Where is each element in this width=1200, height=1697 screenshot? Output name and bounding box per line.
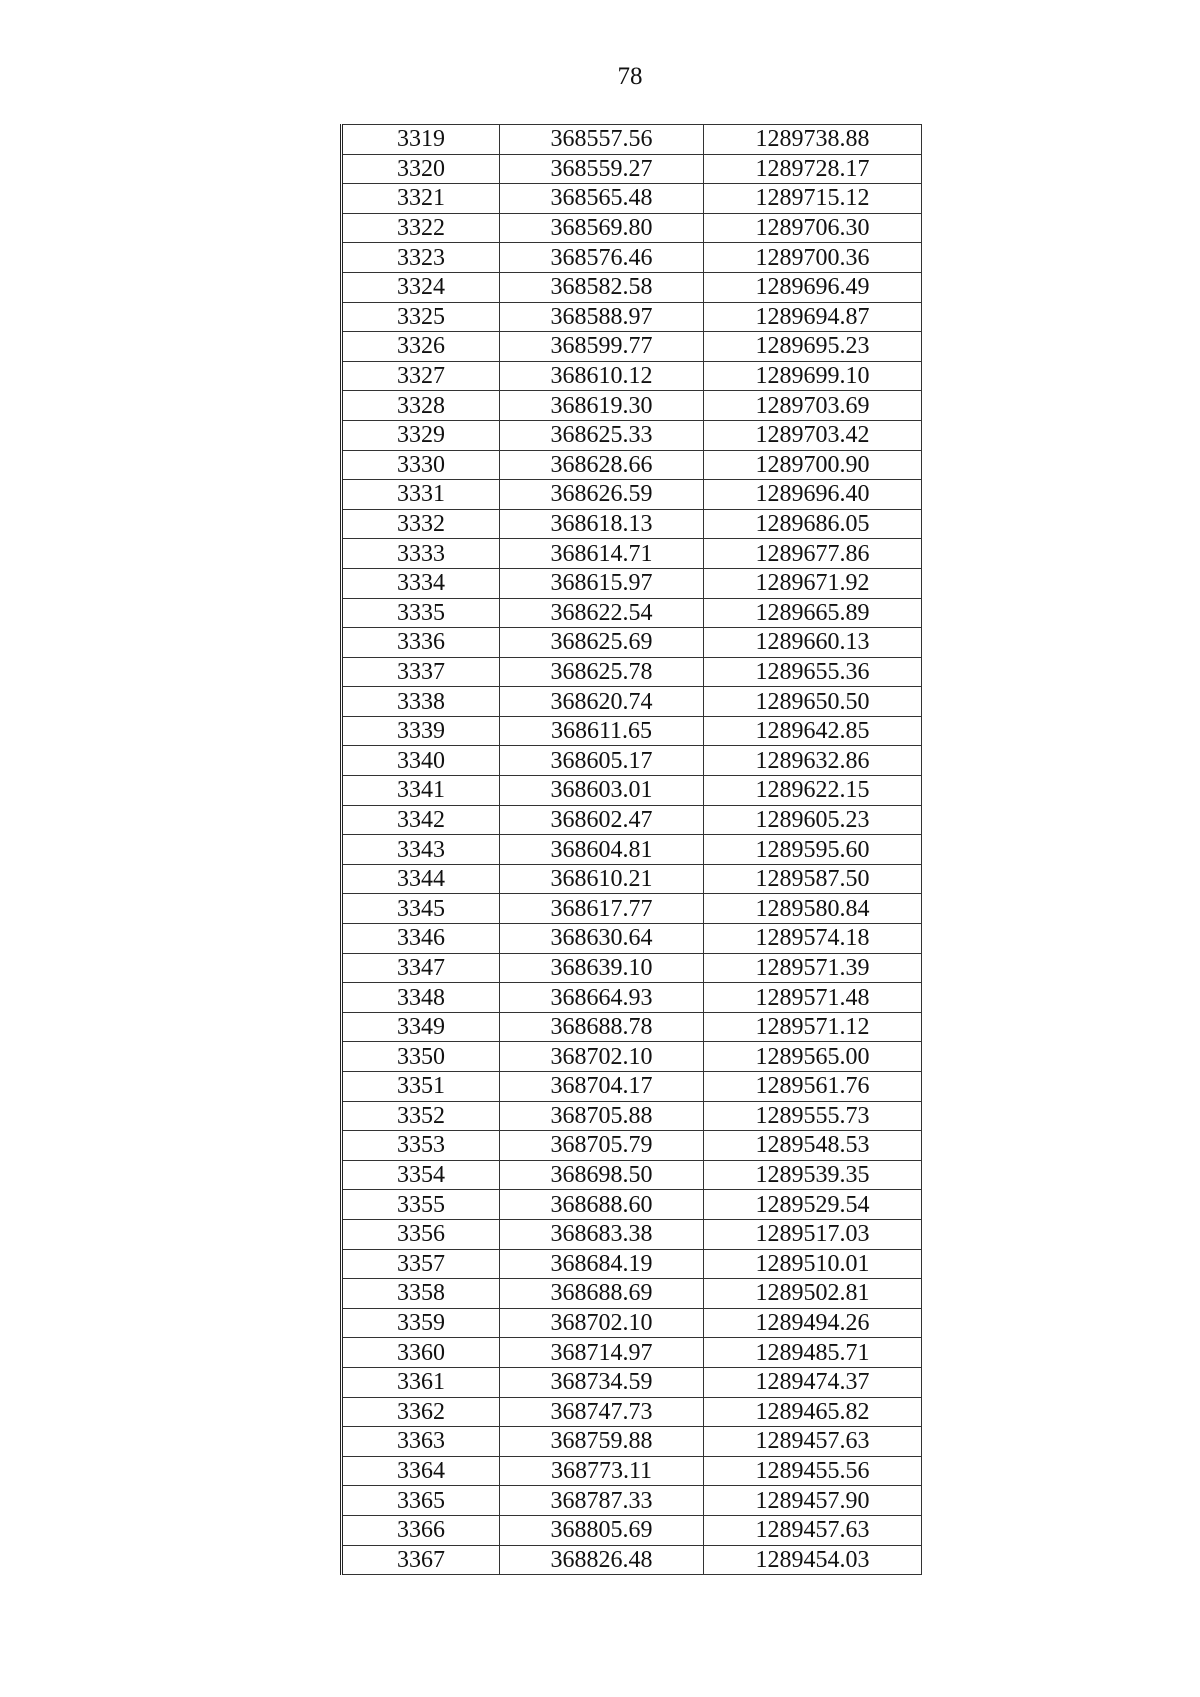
- y-coordinate-cell: 1289694.87: [704, 302, 922, 332]
- x-coordinate-cell: 368628.66: [500, 450, 704, 480]
- point-number-cell: 3326: [342, 332, 500, 362]
- point-number-cell: 3330: [342, 450, 500, 480]
- table-row: [342, 184, 922, 214]
- table-row: [342, 776, 922, 806]
- table-row: [342, 539, 922, 569]
- y-coordinate-cell: 1289555.73: [704, 1101, 922, 1131]
- x-coordinate-cell: 368615.97: [500, 568, 704, 598]
- point-number-cell: 3344: [342, 864, 500, 894]
- x-coordinate-cell: 368773.11: [500, 1456, 704, 1486]
- point-number-cell: 3322: [342, 213, 500, 243]
- y-coordinate-cell: 1289660.13: [704, 628, 922, 658]
- point-number-cell: 3333: [342, 539, 500, 569]
- table-row: [342, 1101, 922, 1131]
- table-row: [342, 687, 922, 717]
- x-coordinate-cell: 368805.69: [500, 1515, 704, 1545]
- table-row: [342, 1545, 922, 1575]
- x-coordinate-cell: 368557.56: [500, 125, 704, 155]
- y-coordinate-cell: 1289571.12: [704, 1012, 922, 1042]
- point-number-cell: 3332: [342, 509, 500, 539]
- y-coordinate-cell: 1289622.15: [704, 776, 922, 806]
- point-number-cell: 3331: [342, 480, 500, 510]
- y-coordinate-cell: 1289699.10: [704, 361, 922, 391]
- x-coordinate-cell: 368688.60: [500, 1190, 704, 1220]
- x-coordinate-cell: 368626.59: [500, 480, 704, 510]
- x-coordinate-cell: 368618.13: [500, 509, 704, 539]
- y-coordinate-cell: 1289485.71: [704, 1338, 922, 1368]
- table-row: [342, 213, 922, 243]
- x-coordinate-cell: 368599.77: [500, 332, 704, 362]
- x-coordinate-cell: 368759.88: [500, 1427, 704, 1457]
- point-number-cell: 3345: [342, 894, 500, 924]
- table-row: [342, 1072, 922, 1102]
- x-coordinate-cell: 368605.17: [500, 746, 704, 776]
- y-coordinate-cell: 1289457.63: [704, 1515, 922, 1545]
- y-coordinate-cell: 1289696.40: [704, 480, 922, 510]
- point-number-cell: 3348: [342, 983, 500, 1013]
- y-coordinate-cell: 1289686.05: [704, 509, 922, 539]
- x-coordinate-cell: 368704.17: [500, 1072, 704, 1102]
- point-number-cell: 3355: [342, 1190, 500, 1220]
- table-row: [342, 1397, 922, 1427]
- y-coordinate-cell: 1289665.89: [704, 598, 922, 628]
- table-row: [342, 1486, 922, 1516]
- x-coordinate-cell: 368620.74: [500, 687, 704, 717]
- point-number-cell: 3347: [342, 953, 500, 983]
- table-row: [342, 805, 922, 835]
- x-coordinate-cell: 368610.12: [500, 361, 704, 391]
- coordinates-table: [340, 124, 922, 1575]
- table-row: [342, 716, 922, 746]
- table-row: [342, 1308, 922, 1338]
- y-coordinate-cell: 1289580.84: [704, 894, 922, 924]
- table-row: [342, 983, 922, 1013]
- point-number-cell: 3338: [342, 687, 500, 717]
- point-number-cell: 3350: [342, 1042, 500, 1072]
- y-coordinate-cell: 1289457.63: [704, 1427, 922, 1457]
- point-number-cell: 3320: [342, 154, 500, 184]
- point-number-cell: 3360: [342, 1338, 500, 1368]
- y-coordinate-cell: 1289529.54: [704, 1190, 922, 1220]
- point-number-cell: 3336: [342, 628, 500, 658]
- point-number-cell: 3346: [342, 924, 500, 954]
- table-row: [342, 420, 922, 450]
- y-coordinate-cell: 1289502.81: [704, 1279, 922, 1309]
- x-coordinate-cell: 368639.10: [500, 953, 704, 983]
- y-coordinate-cell: 1289715.12: [704, 184, 922, 214]
- table-row: [342, 628, 922, 658]
- point-number-cell: 3340: [342, 746, 500, 776]
- y-coordinate-cell: 1289703.42: [704, 420, 922, 450]
- y-coordinate-cell: 1289539.35: [704, 1160, 922, 1190]
- y-coordinate-cell: 1289605.23: [704, 805, 922, 835]
- point-number-cell: 3363: [342, 1427, 500, 1457]
- x-coordinate-cell: 368702.10: [500, 1308, 704, 1338]
- x-coordinate-cell: 368603.01: [500, 776, 704, 806]
- x-coordinate-cell: 368588.97: [500, 302, 704, 332]
- point-number-cell: 3334: [342, 568, 500, 598]
- y-coordinate-cell: 1289700.36: [704, 243, 922, 273]
- y-coordinate-cell: 1289465.82: [704, 1397, 922, 1427]
- y-coordinate-cell: 1289642.85: [704, 716, 922, 746]
- x-coordinate-cell: 368619.30: [500, 391, 704, 421]
- y-coordinate-cell: 1289706.30: [704, 213, 922, 243]
- table-row: [342, 361, 922, 391]
- point-number-cell: 3354: [342, 1160, 500, 1190]
- table-row: [342, 1427, 922, 1457]
- table-row: [342, 480, 922, 510]
- table-row: [342, 243, 922, 273]
- y-coordinate-cell: 1289738.88: [704, 125, 922, 155]
- y-coordinate-cell: 1289565.00: [704, 1042, 922, 1072]
- point-number-cell: 3323: [342, 243, 500, 273]
- x-coordinate-cell: 368614.71: [500, 539, 704, 569]
- y-coordinate-cell: 1289474.37: [704, 1367, 922, 1397]
- y-coordinate-cell: 1289696.49: [704, 272, 922, 302]
- point-number-cell: 3321: [342, 184, 500, 214]
- table-row: [342, 835, 922, 865]
- table-row: [342, 1515, 922, 1545]
- x-coordinate-cell: 368683.38: [500, 1219, 704, 1249]
- table-row: [342, 272, 922, 302]
- table-row: [342, 568, 922, 598]
- coordinates-table-body: [342, 125, 922, 1575]
- y-coordinate-cell: 1289510.01: [704, 1249, 922, 1279]
- point-number-cell: 3337: [342, 657, 500, 687]
- point-number-cell: 3352: [342, 1101, 500, 1131]
- y-coordinate-cell: 1289571.39: [704, 953, 922, 983]
- x-coordinate-cell: 368688.69: [500, 1279, 704, 1309]
- point-number-cell: 3357: [342, 1249, 500, 1279]
- point-number-cell: 3353: [342, 1131, 500, 1161]
- y-coordinate-cell: 1289494.26: [704, 1308, 922, 1338]
- point-number-cell: 3343: [342, 835, 500, 865]
- x-coordinate-cell: 368602.47: [500, 805, 704, 835]
- point-number-cell: 3365: [342, 1486, 500, 1516]
- x-coordinate-cell: 368702.10: [500, 1042, 704, 1072]
- table-row: [342, 1279, 922, 1309]
- point-number-cell: 3361: [342, 1367, 500, 1397]
- table-row: [342, 598, 922, 628]
- y-coordinate-cell: 1289457.90: [704, 1486, 922, 1516]
- table-row: [342, 894, 922, 924]
- point-number-cell: 3364: [342, 1456, 500, 1486]
- x-coordinate-cell: 368565.48: [500, 184, 704, 214]
- point-number-cell: 3319: [342, 125, 500, 155]
- point-number-cell: 3335: [342, 598, 500, 628]
- x-coordinate-cell: 368664.93: [500, 983, 704, 1013]
- point-number-cell: 3329: [342, 420, 500, 450]
- x-coordinate-cell: 368688.78: [500, 1012, 704, 1042]
- table-row: [342, 924, 922, 954]
- point-number-cell: 3341: [342, 776, 500, 806]
- y-coordinate-cell: 1289455.56: [704, 1456, 922, 1486]
- point-number-cell: 3324: [342, 272, 500, 302]
- y-coordinate-cell: 1289728.17: [704, 154, 922, 184]
- y-coordinate-cell: 1289587.50: [704, 864, 922, 894]
- y-coordinate-cell: 1289561.76: [704, 1072, 922, 1102]
- x-coordinate-cell: 368625.78: [500, 657, 704, 687]
- table-row: [342, 1042, 922, 1072]
- table-row: [342, 746, 922, 776]
- point-number-cell: 3366: [342, 1515, 500, 1545]
- x-coordinate-cell: 368705.79: [500, 1131, 704, 1161]
- point-number-cell: 3327: [342, 361, 500, 391]
- x-coordinate-cell: 368576.46: [500, 243, 704, 273]
- table-row: [342, 1190, 922, 1220]
- y-coordinate-cell: 1289517.03: [704, 1219, 922, 1249]
- point-number-cell: 3339: [342, 716, 500, 746]
- point-number-cell: 3325: [342, 302, 500, 332]
- point-number-cell: 3351: [342, 1072, 500, 1102]
- x-coordinate-cell: 368714.97: [500, 1338, 704, 1368]
- table-row: [342, 332, 922, 362]
- x-coordinate-cell: 368610.21: [500, 864, 704, 894]
- point-number-cell: 3356: [342, 1219, 500, 1249]
- x-coordinate-cell: 368625.33: [500, 420, 704, 450]
- y-coordinate-cell: 1289655.36: [704, 657, 922, 687]
- table-row: [342, 864, 922, 894]
- table-row: [342, 1338, 922, 1368]
- x-coordinate-cell: 368582.58: [500, 272, 704, 302]
- table-row: [342, 154, 922, 184]
- table-row: [342, 657, 922, 687]
- table-row: [342, 1249, 922, 1279]
- table-row: [342, 1367, 922, 1397]
- point-number-cell: 3342: [342, 805, 500, 835]
- x-coordinate-cell: 368826.48: [500, 1545, 704, 1575]
- y-coordinate-cell: 1289671.92: [704, 568, 922, 598]
- table-row: [342, 450, 922, 480]
- table-row: [342, 1219, 922, 1249]
- table-row: [342, 1160, 922, 1190]
- x-coordinate-cell: 368705.88: [500, 1101, 704, 1131]
- point-number-cell: 3367: [342, 1545, 500, 1575]
- y-coordinate-cell: 1289703.69: [704, 391, 922, 421]
- table-row: [342, 125, 922, 155]
- x-coordinate-cell: 368684.19: [500, 1249, 704, 1279]
- point-number-cell: 3349: [342, 1012, 500, 1042]
- point-number-cell: 3362: [342, 1397, 500, 1427]
- y-coordinate-cell: 1289632.86: [704, 746, 922, 776]
- x-coordinate-cell: 368630.64: [500, 924, 704, 954]
- x-coordinate-cell: 368747.73: [500, 1397, 704, 1427]
- y-coordinate-cell: 1289571.48: [704, 983, 922, 1013]
- x-coordinate-cell: 368569.80: [500, 213, 704, 243]
- table-row: [342, 302, 922, 332]
- y-coordinate-cell: 1289595.60: [704, 835, 922, 865]
- x-coordinate-cell: 368559.27: [500, 154, 704, 184]
- x-coordinate-cell: 368617.77: [500, 894, 704, 924]
- y-coordinate-cell: 1289548.53: [704, 1131, 922, 1161]
- y-coordinate-cell: 1289454.03: [704, 1545, 922, 1575]
- x-coordinate-cell: 368625.69: [500, 628, 704, 658]
- table-row: [342, 953, 922, 983]
- point-number-cell: 3359: [342, 1308, 500, 1338]
- y-coordinate-cell: 1289650.50: [704, 687, 922, 717]
- x-coordinate-cell: 368622.54: [500, 598, 704, 628]
- table-row: [342, 509, 922, 539]
- x-coordinate-cell: 368611.65: [500, 716, 704, 746]
- y-coordinate-cell: 1289700.90: [704, 450, 922, 480]
- x-coordinate-cell: 368787.33: [500, 1486, 704, 1516]
- x-coordinate-cell: 368698.50: [500, 1160, 704, 1190]
- table-row: [342, 1012, 922, 1042]
- table-row: [342, 1456, 922, 1486]
- page-number: 78: [617, 63, 643, 90]
- point-number-cell: 3328: [342, 391, 500, 421]
- y-coordinate-cell: 1289695.23: [704, 332, 922, 362]
- x-coordinate-cell: 368604.81: [500, 835, 704, 865]
- point-number-cell: 3358: [342, 1279, 500, 1309]
- y-coordinate-cell: 1289574.18: [704, 924, 922, 954]
- y-coordinate-cell: 1289677.86: [704, 539, 922, 569]
- table-row: [342, 1131, 922, 1161]
- table-row: [342, 391, 922, 421]
- x-coordinate-cell: 368734.59: [500, 1367, 704, 1397]
